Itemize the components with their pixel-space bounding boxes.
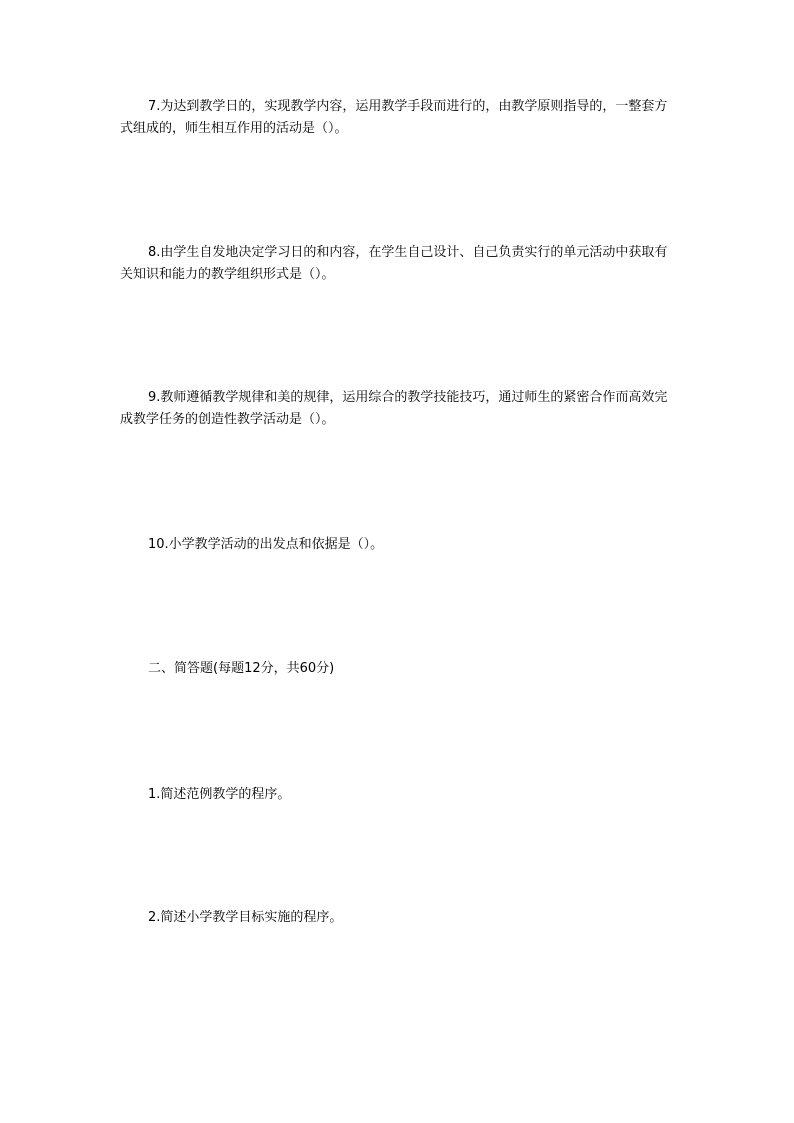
question-8: 8.由学生自发地决定学习日的和内容，在学生自己设计、自己负责实行的单元活动中获取有关知识和能力的教学组织形式是（）。 [120, 245, 668, 282]
short-answer-question-2: 2.简述小学教学目标实施的程序。 [148, 910, 343, 925]
question-10: 10.小学教学活动的出发点和依据是（）。 [148, 537, 384, 552]
section-heading-short-answer: 二、简答题(每题12分，共60分) [148, 661, 335, 676]
short-answer-question-1: 1.简述范例教学的程序。 [148, 787, 291, 802]
question-9: 9.教师遵循教学规律和美的规律，运用综合的教学技能技巧，通过师生的紧密合作而高效完成教学任务的创造性教学活动是（）。 [120, 390, 668, 427]
question-7: 7.为达到教学日的，实现教学内容，运用教学手段而进行的，由教学原则指导的，一整套方式组成的，师生相互作用的活动是（）。 [120, 99, 668, 136]
